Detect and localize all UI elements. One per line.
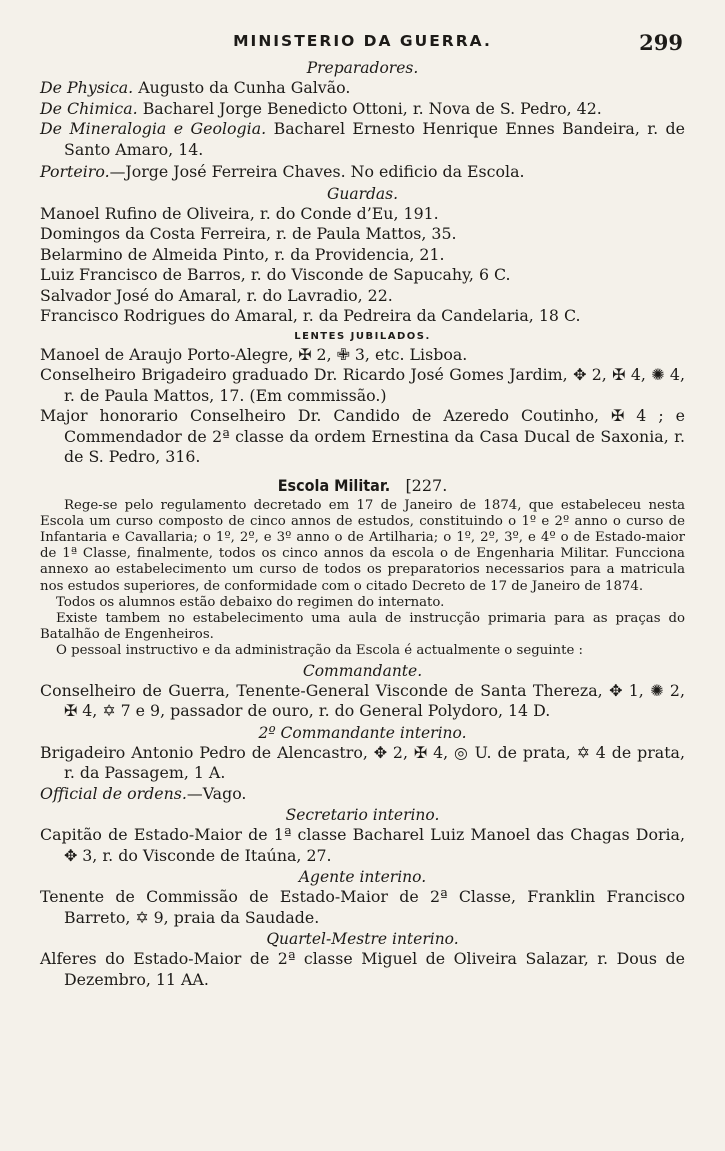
paragraph: Existe tambem no estabelecimento uma aula de instrucção primaria para as praças do Batalhão de Engenheiros. — [40, 610, 685, 643]
page-number: 299 — [639, 30, 683, 55]
list-item: Francisco Rodrigues do Amaral, r. da Pedreira da Candelaria, 18 C. — [40, 306, 581, 325]
entry-physica — [40, 78, 685, 99]
staff-title: Secretario interino. — [285, 806, 440, 825]
page-header — [40, 30, 685, 64]
entry-label: De Physica. — [40, 78, 134, 97]
escola-ref: [227. — [405, 475, 448, 495]
entry-mineralogia — [40, 119, 685, 160]
entry-label: Official de ordens. — [40, 783, 187, 803]
staff-entry-official — [40, 784, 685, 805]
list-item: Conselheiro Brigadeiro graduado Dr. Ricardo José Gomes Jardim, ✥ 2, ✠ 4, ✺ 4, r. de Paula Mattos, 17. (Em commissão.) — [40, 365, 685, 405]
entry-text: Augusto da Cunha Galvão. — [138, 78, 351, 97]
paragraph: O pessoal instructivo e da administração da Escola é actualmente o seguinte : — [56, 643, 584, 659]
list-item: Luiz Francisco de Barros, r. do Visconde de Sapucahy, 6 C. — [40, 265, 511, 284]
staff-entry: Conselheiro de Guerra, Tenente-General Visconde de Santa Thereza, ✥ 1, ✺ 2, ✠ 4, ✡ 7 e 9, passador de ouro, r. do General Polydoro, 14 D. — [40, 680, 685, 721]
staff-entry: Tenente de Commissão de Estado-Maior de 2ª Classe, Franklin Francisco Barreto, ✡ 9, praia da Saudade. — [40, 887, 685, 927]
running-title: MINISTERIO DA GUERRA. — [233, 32, 492, 50]
entry-text: —Jorge José Ferreira Chaves. No edificio da Escola. — [109, 162, 525, 181]
entry-label: De Chimica. — [40, 98, 138, 118]
staff-title: Quartel-Mestre interino. — [266, 930, 459, 949]
entry-label: De Mineralogia e Geologia. — [40, 119, 267, 138]
list-item: Belarmino de Almeida Pinto, r. da Providencia, 21. — [40, 244, 445, 264]
entry-text: Bacharel Jorge Benedicto Ottoni, r. Nova de S. Pedro, 42. — [142, 98, 602, 118]
list-item: Manoel de Araujo Porto-Alegre, ✠ 2, ✙ 3, etc. Lisboa. — [40, 344, 468, 364]
document-page — [40, 30, 685, 990]
staff-title: Agente interino. — [298, 868, 427, 887]
list-item: Domingos da Costa Ferreira, r. de Paula Mattos, 35. — [40, 224, 457, 243]
section-title-lentes: LENTES JUBILADOS. — [294, 330, 431, 342]
entry-porteiro — [40, 162, 685, 183]
list-item: Major honorario Conselheiro Dr. Candido de Azeredo Coutinho, ✠ 4 ; e Commendador de 2ª classe da ordem Ernestina da Casa Ducal de Saxonia, r. de S. Pedro, 316. — [40, 406, 685, 466]
staff-entry: Capitão de Estado-Maior de 1ª classe Bacharel Luiz Manoel das Chagas Doria, ✥ 3, r. do Visconde de Itaúna, 27. — [40, 825, 685, 865]
list-item: Manoel Rufino de Oliveira, r. do Conde d’Eu, 191. — [40, 203, 439, 223]
paragraph: Todos os alumnos estão debaixo do regimen do internato. — [56, 594, 445, 610]
staff-title: 2º Commandante interino. — [258, 723, 467, 742]
staff-entry: Brigadeiro Antonio Pedro de Alencastro, ✥ 2, ✠ 4, ◎ U. de prata, ✡ 4 de prata, r. da Passagem, 1 A. — [40, 742, 685, 783]
entry-text: Bacharel Ernesto Henrique Ennes Bandeira, r. de Santo Amaro, 14. — [64, 119, 686, 159]
list-item: Salvador José do Amaral, r. do Lavradio, 22. — [40, 285, 393, 305]
entry-label: Porteiro. — [40, 162, 110, 181]
escola-title: Escola Militar. — [277, 475, 391, 495]
staff-entry: Alferes do Estado-Maior de 2ª classe Miguel de Oliveira Salazar, r. Dous de Dezembro, 11 AA. — [40, 949, 685, 989]
section-title-preparadores: Preparadores. — [306, 59, 419, 77]
staff-title: Commandante. — [302, 661, 423, 680]
paragraph: Rege-se pelo regulamento decretado em 17 de Janeiro de 1874, que estabeleceu nesta Escola um curso composto de cinco annos de estudos, constituindo o 1º e 2º anno o curso de Infantaria e Cavallaria; o 1º, 2º, e 3º anno o de Artilharia; o 1º, 2º, 3º, e 4º o de Estado-maior de 1ª Classe, finalmente, todos os cinco annos da escola o de Engenharia Militar. Funcciona annexo ao estabelecimento um curso de todos os preparatorios necessarios para a matricula nos estudos superiores, de conformidade com o citado Decreto de 17 de Janeiro de 1874. — [40, 497, 685, 594]
section-title-guardas: Guardas. — [326, 184, 399, 203]
entry-chimica — [40, 99, 685, 120]
entry-text: —Vago. — [186, 783, 247, 803]
section-title-escola — [40, 474, 685, 498]
